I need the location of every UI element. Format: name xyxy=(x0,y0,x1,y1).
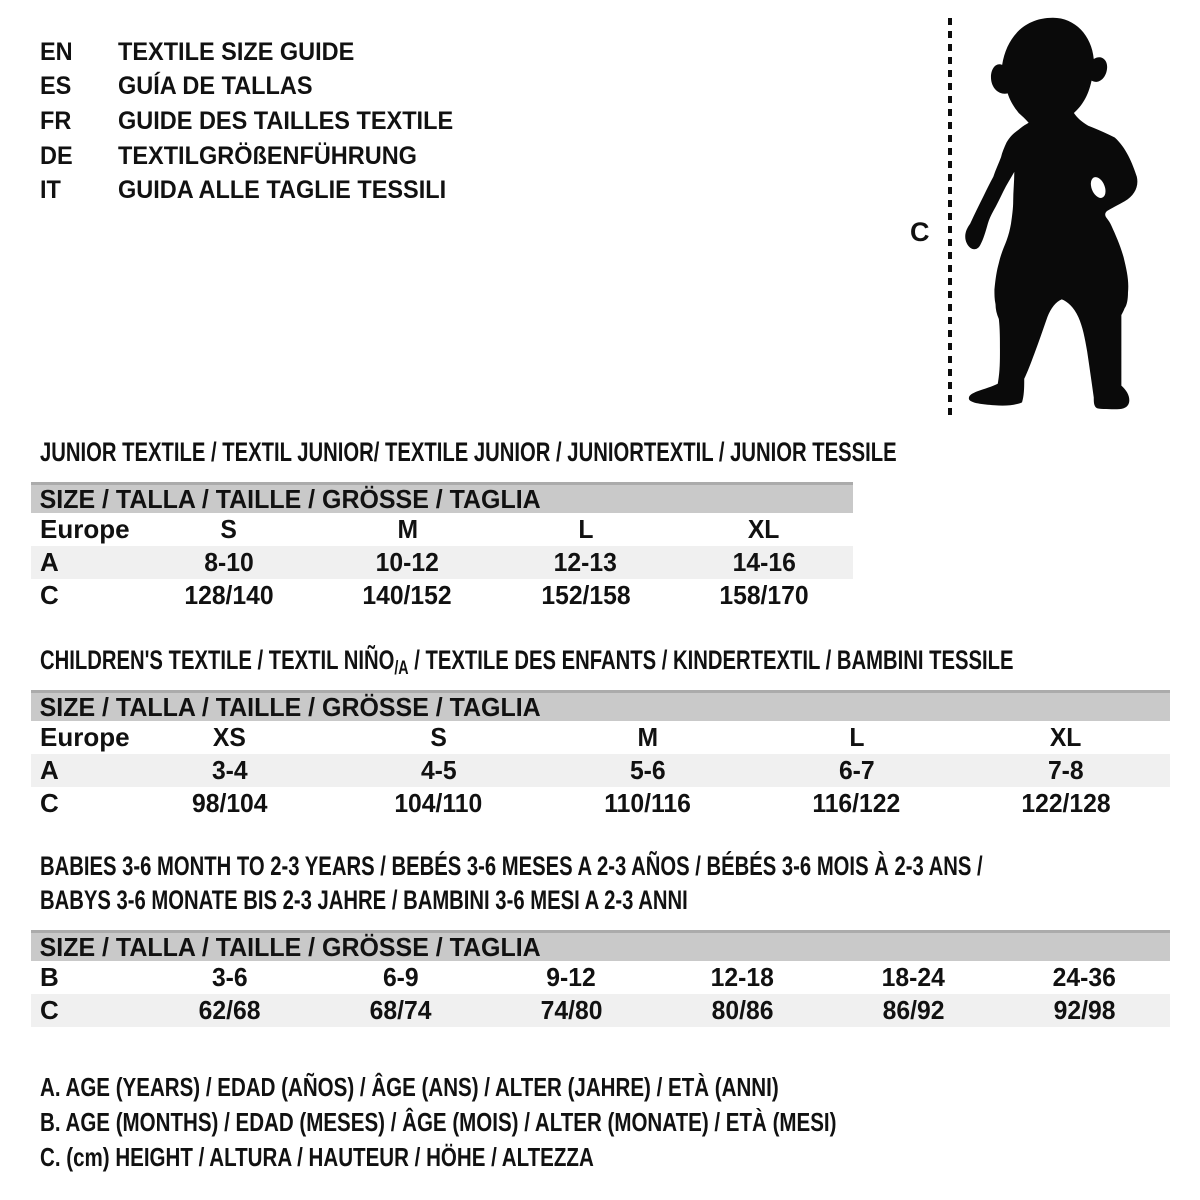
row-label: C xyxy=(40,995,59,1025)
age-cell: 5-6 xyxy=(629,755,666,785)
months-cell: 12-18 xyxy=(710,962,775,992)
age-cell: 7-8 xyxy=(1047,755,1084,785)
children-table-title xyxy=(40,645,1014,680)
legend-age-months: B. AGE (MONTHS) / EDAD (MESES) / ÂGE (MOIS) / ALTER (MONATE) / ETÀ (MESI) xyxy=(40,1107,837,1137)
babies-table-title-line2: BABYS 3-6 MONATE BIS 2-3 JAHRE / BAMBINI 3-6 MESI A 2-3 ANNI xyxy=(40,885,688,915)
language-title: TEXTILGRÖßENFÜHRUNG xyxy=(118,142,417,170)
size-cell: S xyxy=(220,514,238,544)
babies-table-title-line1: BABIES 3-6 MONTH TO 2-3 YEARS / BEBÉS 3-6 MESES A 2-3 AÑOS / BÉBÉS 3-6 MOIS À 2-3 ANS / xyxy=(40,851,983,881)
language-title: GUIDA ALLE TAGLIE TESSILI xyxy=(118,176,447,204)
row-label: A xyxy=(40,547,59,577)
age-cell: 14-16 xyxy=(732,547,796,577)
size-cell: L xyxy=(848,722,865,752)
months-cell: 24-36 xyxy=(1052,962,1117,992)
junior-table-title: JUNIOR TEXTILE / TEXTIL JUNIOR/ TEXTILE JUNIOR / JUNIORTEXTIL / JUNIOR TESSILE xyxy=(40,437,897,467)
row-label: Europe xyxy=(40,514,130,544)
height-cell: 116/122 xyxy=(812,788,901,818)
height-cell: 98/104 xyxy=(191,788,268,818)
junior-size-table xyxy=(31,482,853,612)
height-cell: 140/152 xyxy=(362,580,453,610)
height-measure-label: C xyxy=(910,217,930,247)
legend-height-cm: C. (cm) HEIGHT / ALTURA / HAUTEUR / HÖHE / ALTEZZA xyxy=(40,1142,594,1172)
months-cell: 3-6 xyxy=(211,962,248,992)
months-cell: 9-12 xyxy=(546,962,597,992)
language-title: TEXTILE SIZE GUIDE xyxy=(118,38,355,66)
size-cell: S xyxy=(430,722,447,752)
height-cell: 74/80 xyxy=(540,995,603,1025)
babies-size-table xyxy=(31,930,1170,1027)
legend-age-years: A. AGE (YEARS) / EDAD (AÑOS) / ÂGE (ANS) / ALTER (JAHRE) / ETÀ (ANNI) xyxy=(40,1072,779,1102)
size-cell: M xyxy=(637,722,658,752)
table-row-height xyxy=(31,994,1170,1027)
row-label: C xyxy=(40,788,59,818)
size-header-label: SIZE / TALLA / TAILLE / GRÖSSE / TAGLIA xyxy=(39,691,541,722)
children-size-table xyxy=(31,690,1170,820)
table-row-height xyxy=(31,579,853,612)
table-row-europe xyxy=(31,513,853,546)
row-label: A xyxy=(40,755,59,785)
height-cell: 86/92 xyxy=(882,995,945,1025)
language-code: IT xyxy=(40,176,61,204)
height-dashed-line xyxy=(948,18,952,415)
table-row-age xyxy=(31,754,1170,787)
size-cell: XL xyxy=(748,514,780,544)
age-cell: 10-12 xyxy=(375,547,439,577)
months-cell: 18-24 xyxy=(881,962,946,992)
language-code: DE xyxy=(40,142,73,170)
row-label: B xyxy=(40,962,59,992)
height-cell: 110/116 xyxy=(604,788,691,818)
age-cell: 12-13 xyxy=(554,547,618,577)
size-header-bar xyxy=(31,690,1170,721)
title-text: CHILDREN'S TEXTILE / TEXTIL NIÑO xyxy=(40,645,395,675)
row-label: C xyxy=(40,580,59,610)
height-cell: 158/170 xyxy=(719,580,809,610)
language-title: GUIDE DES TAILLES TEXTILE xyxy=(118,107,454,135)
size-cell: XS xyxy=(213,722,246,752)
language-row-es xyxy=(40,72,325,101)
language-row-fr xyxy=(40,107,475,136)
height-cell: 92/98 xyxy=(1053,995,1116,1025)
language-code: ES xyxy=(40,72,72,100)
height-cell: 122/128 xyxy=(1020,788,1111,818)
table-row-months xyxy=(31,961,1170,994)
age-cell: 4-5 xyxy=(420,755,457,785)
language-row-de xyxy=(40,142,436,171)
size-header-label: SIZE / TALLA / TAILLE / GRÖSSE / TAGLIA xyxy=(39,483,541,514)
height-cell: 104/110 xyxy=(394,788,483,818)
table-row-europe xyxy=(31,721,1170,754)
size-cell: L xyxy=(578,514,594,544)
language-title: GUÍA DE TALLAS xyxy=(118,72,313,100)
table-row-height xyxy=(31,787,1170,820)
title-subscript: /A xyxy=(394,658,409,679)
height-cell: 128/140 xyxy=(184,580,274,610)
age-cell: 6-7 xyxy=(838,755,875,785)
height-cell: 152/158 xyxy=(540,580,631,610)
height-cell: 80/86 xyxy=(711,995,774,1025)
language-row-it xyxy=(40,176,467,205)
table-row-age xyxy=(31,546,853,579)
size-header-bar xyxy=(31,482,853,513)
size-cell: XL xyxy=(1049,722,1082,752)
row-label: Europe xyxy=(40,722,130,752)
height-cell: 62/68 xyxy=(198,995,261,1025)
size-header-bar xyxy=(31,930,1170,961)
toddler-silhouette xyxy=(958,8,1160,420)
language-code: EN xyxy=(40,38,73,66)
age-cell: 8-10 xyxy=(204,547,254,577)
title-text: / TEXTILE DES ENFANTS / KINDERTEXTIL / BAMBINI TESSILE xyxy=(408,645,1014,675)
size-header-label: SIZE / TALLA / TAILLE / GRÖSSE / TAGLIA xyxy=(39,931,541,962)
age-cell: 3-4 xyxy=(211,755,248,785)
size-cell: M xyxy=(397,514,418,544)
height-cell: 68/74 xyxy=(369,995,432,1025)
language-row-en xyxy=(40,38,369,67)
months-cell: 6-9 xyxy=(382,962,419,992)
language-code: FR xyxy=(40,107,72,135)
